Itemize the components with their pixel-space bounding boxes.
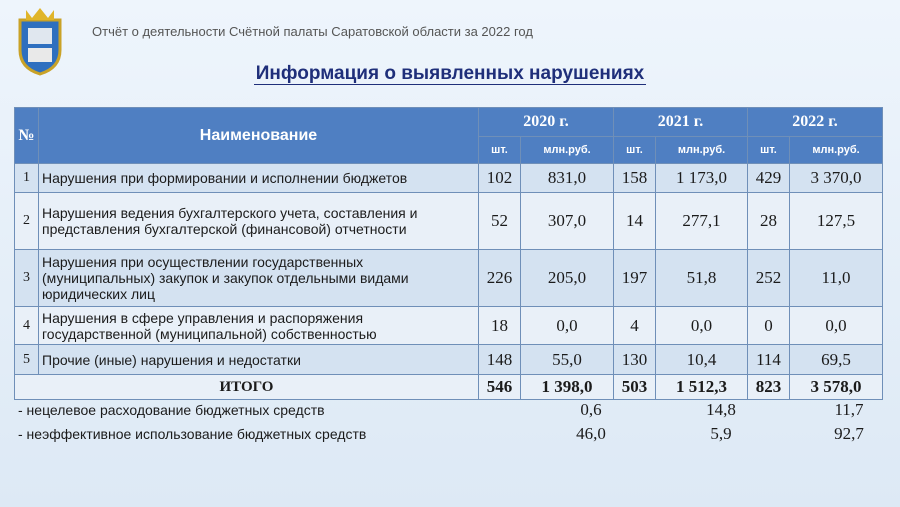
- value-cell: 130: [614, 345, 656, 375]
- value-cell: 0,0: [521, 307, 614, 345]
- value-cell: 0: [748, 307, 790, 345]
- row-number: 1: [15, 164, 39, 193]
- value-cell: 197: [614, 250, 656, 307]
- total-value: 3 578,0: [790, 375, 883, 400]
- table-row: [15, 250, 883, 307]
- col-name-header: Наименование: [39, 108, 479, 164]
- total-value: 503: [614, 375, 656, 400]
- note-row: [14, 400, 882, 424]
- note-value: 0,6: [580, 400, 602, 419]
- value-cell: 10,4: [656, 345, 748, 375]
- value-cell: 69,5: [790, 345, 883, 375]
- total-value: 1 398,0: [521, 375, 614, 400]
- unit-money-header: млн.руб.: [790, 137, 883, 164]
- note-label: - неэффективное использование бюджетных средств: [18, 426, 367, 442]
- row-name: Нарушения при осуществлении государственных (муниципальных) закупок и закупок отдельными видами юридических лиц: [39, 250, 479, 307]
- value-cell: 1 173,0: [656, 164, 748, 193]
- value-cell: 158: [614, 164, 656, 193]
- value-cell: 0,0: [656, 307, 748, 345]
- value-cell: 307,0: [521, 193, 614, 250]
- row-number: 4: [15, 307, 39, 345]
- value-cell: 4: [614, 307, 656, 345]
- unit-count-header: шт.: [614, 137, 656, 164]
- note-label: - нецелевое расходование бюджетных средств: [18, 402, 325, 418]
- total-label: ИТОГО: [15, 375, 479, 400]
- note-value: 46,0: [576, 424, 606, 443]
- unit-money-header: млн.руб.: [521, 137, 614, 164]
- year-header: 2021 г.: [614, 108, 748, 137]
- total-value: 823: [748, 375, 790, 400]
- page-title: Информация о выявленных нарушениях: [255, 63, 645, 84]
- row-number: 3: [15, 250, 39, 307]
- note-value: 92,7: [834, 424, 864, 443]
- value-cell: 127,5: [790, 193, 883, 250]
- row-number: 5: [15, 345, 39, 375]
- year-header: 2020 г.: [479, 108, 614, 137]
- note-value: 14,8: [706, 400, 736, 419]
- table-row: [15, 164, 883, 193]
- note-value: 5,9: [710, 424, 732, 443]
- row-number: 2: [15, 193, 39, 250]
- total-value: 1 512,3: [656, 375, 748, 400]
- row-name: Нарушения ведения бухгалтерского учета, составления и представления бухгалтерской (финансовой) отчетности: [39, 193, 479, 250]
- value-cell: 18: [479, 307, 521, 345]
- value-cell: 11,0: [790, 250, 883, 307]
- row-name: Нарушения при формировании и исполнении бюджетов: [39, 164, 479, 193]
- table-row: [15, 193, 883, 250]
- violations-table: [14, 107, 883, 400]
- value-cell: 102: [479, 164, 521, 193]
- value-cell: 277,1: [656, 193, 748, 250]
- total-value: 546: [479, 375, 521, 400]
- value-cell: 114: [748, 345, 790, 375]
- value-cell: 226: [479, 250, 521, 307]
- table-row: [15, 307, 883, 345]
- year-header: 2022 г.: [748, 108, 883, 137]
- notes: [14, 400, 882, 448]
- value-cell: 205,0: [521, 250, 614, 307]
- value-cell: 14: [614, 193, 656, 250]
- value-cell: 28: [748, 193, 790, 250]
- total-row: [15, 375, 883, 400]
- row-name: Нарушения в сфере управления и распоряжения государственной (муниципальной) собственностью: [39, 307, 479, 345]
- unit-money-header: млн.руб.: [656, 137, 748, 164]
- value-cell: 52: [479, 193, 521, 250]
- value-cell: 148: [479, 345, 521, 375]
- value-cell: 51,8: [656, 250, 748, 307]
- table-row: [15, 345, 883, 375]
- col-num-header: №: [15, 108, 39, 164]
- value-cell: 0,0: [790, 307, 883, 345]
- value-cell: 252: [748, 250, 790, 307]
- row-name: Прочие (иные) нарушения и недостатки: [39, 345, 479, 375]
- note-value: 11,7: [834, 400, 864, 419]
- report-title: Отчёт о деятельности Счётной палаты Саратовской области за 2022 год: [92, 24, 533, 39]
- note-row: [14, 424, 882, 448]
- value-cell: 55,0: [521, 345, 614, 375]
- unit-count-header: шт.: [479, 137, 521, 164]
- unit-count-header: шт.: [748, 137, 790, 164]
- value-cell: 3 370,0: [790, 164, 883, 193]
- value-cell: 429: [748, 164, 790, 193]
- value-cell: 831,0: [521, 164, 614, 193]
